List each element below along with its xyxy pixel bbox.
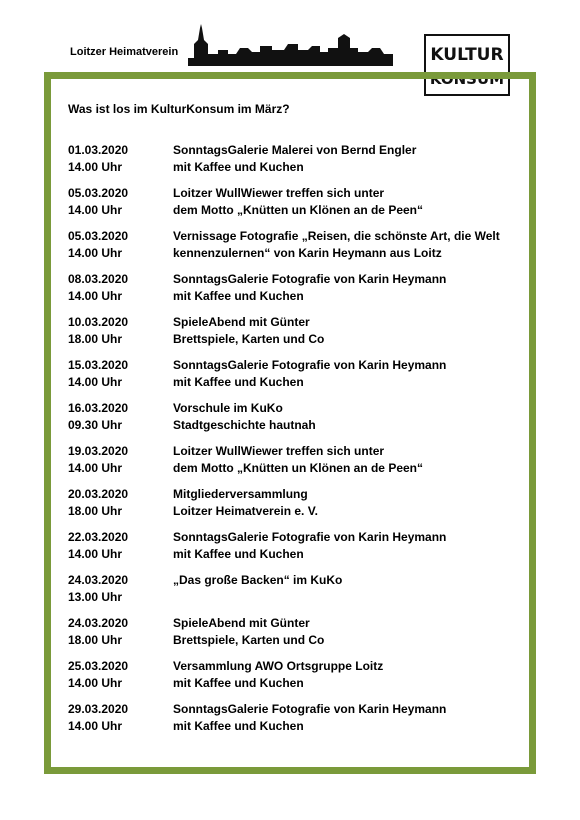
event-when (68, 271, 173, 305)
logo-text-top: KULTUR (430, 45, 504, 65)
event-detail: mit Kaffee und Kuchen (173, 676, 304, 690)
event-when (68, 701, 173, 735)
event-date: 19.03.2020 (68, 444, 129, 458)
event-description (173, 400, 528, 434)
event-date: 05.03.2020 (68, 186, 129, 200)
event-when (68, 658, 173, 692)
event-detail: Stadtgeschichte hautnah (173, 418, 316, 432)
event-when (68, 529, 173, 563)
event-title: SpieleAbend mit Günter (173, 616, 310, 630)
event-description (173, 443, 528, 477)
event-date: 08.03.2020 (68, 272, 129, 286)
event-detail: mit Kaffee und Kuchen (173, 547, 304, 561)
event-title: SonntagsGalerie Fotografie von Karin Heymann (173, 272, 447, 286)
event-row (68, 443, 528, 477)
event-description (173, 228, 528, 262)
event-detail: kennenzulernen“ von Karin Heymann aus Loitz (173, 246, 442, 260)
event-title: Loitzer WullWiewer treffen sich unter (173, 186, 385, 200)
event-time: 18.00 Uhr (68, 633, 123, 647)
org-name: Loitzer Heimatverein (70, 46, 179, 58)
event-row (68, 486, 528, 520)
event-title: SonntagsGalerie Fotografie von Karin Heymann (173, 702, 447, 716)
event-date: 25.03.2020 (68, 659, 129, 673)
event-title: SonntagsGalerie Malerei von Bernd Engler (173, 143, 417, 157)
event-time: 13.00 Uhr (68, 590, 123, 604)
event-row (68, 185, 528, 219)
event-description (173, 185, 528, 219)
event-title: SpieleAbend mit Günter (173, 315, 310, 329)
event-title: Versammlung AWO Ortsgruppe Loitz (173, 659, 384, 673)
event-detail: dem Motto „Knütten un Klönen an de Peen“ (173, 203, 423, 217)
town-skyline-image (188, 24, 393, 66)
event-row (68, 658, 528, 692)
event-title: „Das große Backen“ im KuKo (173, 573, 343, 587)
event-description (173, 701, 528, 735)
event-when (68, 400, 173, 434)
event-time: 14.00 Uhr (68, 461, 123, 475)
event-date: 24.03.2020 (68, 616, 129, 630)
event-description (173, 142, 528, 176)
event-detail: dem Motto „Knütten un Klönen an de Peen“ (173, 461, 423, 475)
event-detail (173, 589, 528, 606)
event-time: 14.00 Uhr (68, 719, 123, 733)
event-detail: Brettspiele, Karten und Co (173, 633, 325, 647)
event-description (173, 658, 528, 692)
event-time: 14.00 Uhr (68, 375, 123, 389)
event-row (68, 357, 528, 391)
event-when (68, 486, 173, 520)
event-when (68, 443, 173, 477)
event-description (173, 529, 528, 563)
event-time: 14.00 Uhr (68, 160, 123, 174)
logo-text-bottom: KONSUM (429, 70, 505, 88)
event-title: Loitzer WullWiewer treffen sich unter (173, 444, 385, 458)
event-detail: mit Kaffee und Kuchen (173, 375, 304, 389)
event-detail: Loitzer Heimatverein e. V. (173, 504, 318, 518)
event-detail: mit Kaffee und Kuchen (173, 719, 304, 733)
event-when (68, 142, 173, 176)
event-when (68, 185, 173, 219)
event-row (68, 271, 528, 305)
event-time: 09.30 Uhr (68, 418, 123, 432)
event-date: 16.03.2020 (68, 401, 129, 415)
event-row (68, 142, 528, 176)
event-title: SonntagsGalerie Fotografie von Karin Heymann (173, 358, 447, 372)
event-date: 29.03.2020 (68, 702, 129, 716)
event-description (173, 572, 528, 606)
event-date: 22.03.2020 (68, 530, 129, 544)
event-time: 14.00 Uhr (68, 246, 123, 260)
event-date: 20.03.2020 (68, 487, 129, 501)
event-time: 14.00 Uhr (68, 289, 123, 303)
event-row (68, 572, 528, 606)
events-container (68, 142, 528, 735)
event-when (68, 357, 173, 391)
event-description (173, 615, 528, 649)
event-time: 18.00 Uhr (68, 332, 123, 346)
event-title: Vorschule im KuKo (173, 401, 283, 415)
event-when (68, 314, 173, 348)
event-time: 14.00 Uhr (68, 203, 123, 217)
event-date: 15.03.2020 (68, 358, 129, 372)
event-date: 10.03.2020 (68, 315, 129, 329)
event-when (68, 572, 173, 606)
event-time: 14.00 Uhr (68, 676, 123, 690)
event-date: 24.03.2020 (68, 573, 129, 587)
event-time: 18.00 Uhr (68, 504, 123, 518)
event-when (68, 228, 173, 262)
event-detail: Brettspiele, Karten und Co (173, 332, 325, 346)
event-list (68, 102, 528, 744)
event-date: 05.03.2020 (68, 229, 129, 243)
event-title: SonntagsGalerie Fotografie von Karin Heymann (173, 530, 447, 544)
event-time: 14.00 Uhr (68, 547, 123, 561)
event-title: Mitgliederversammlung (173, 487, 308, 501)
event-detail: mit Kaffee und Kuchen (173, 160, 304, 174)
event-row (68, 701, 528, 735)
event-title: Vernissage Fotografie „Reisen, die schönste Art, die Welt (173, 229, 500, 243)
event-description (173, 314, 528, 348)
event-row (68, 615, 528, 649)
event-description (173, 271, 528, 305)
event-detail: mit Kaffee und Kuchen (173, 289, 304, 303)
event-description (173, 486, 528, 520)
event-row (68, 400, 528, 434)
page-heading: Was ist los im KulturKonsum im März? (68, 102, 290, 116)
event-row (68, 529, 528, 563)
event-date: 01.03.2020 (68, 143, 129, 157)
event-when (68, 615, 173, 649)
event-row (68, 314, 528, 348)
event-description (173, 357, 528, 391)
event-row (68, 228, 528, 262)
